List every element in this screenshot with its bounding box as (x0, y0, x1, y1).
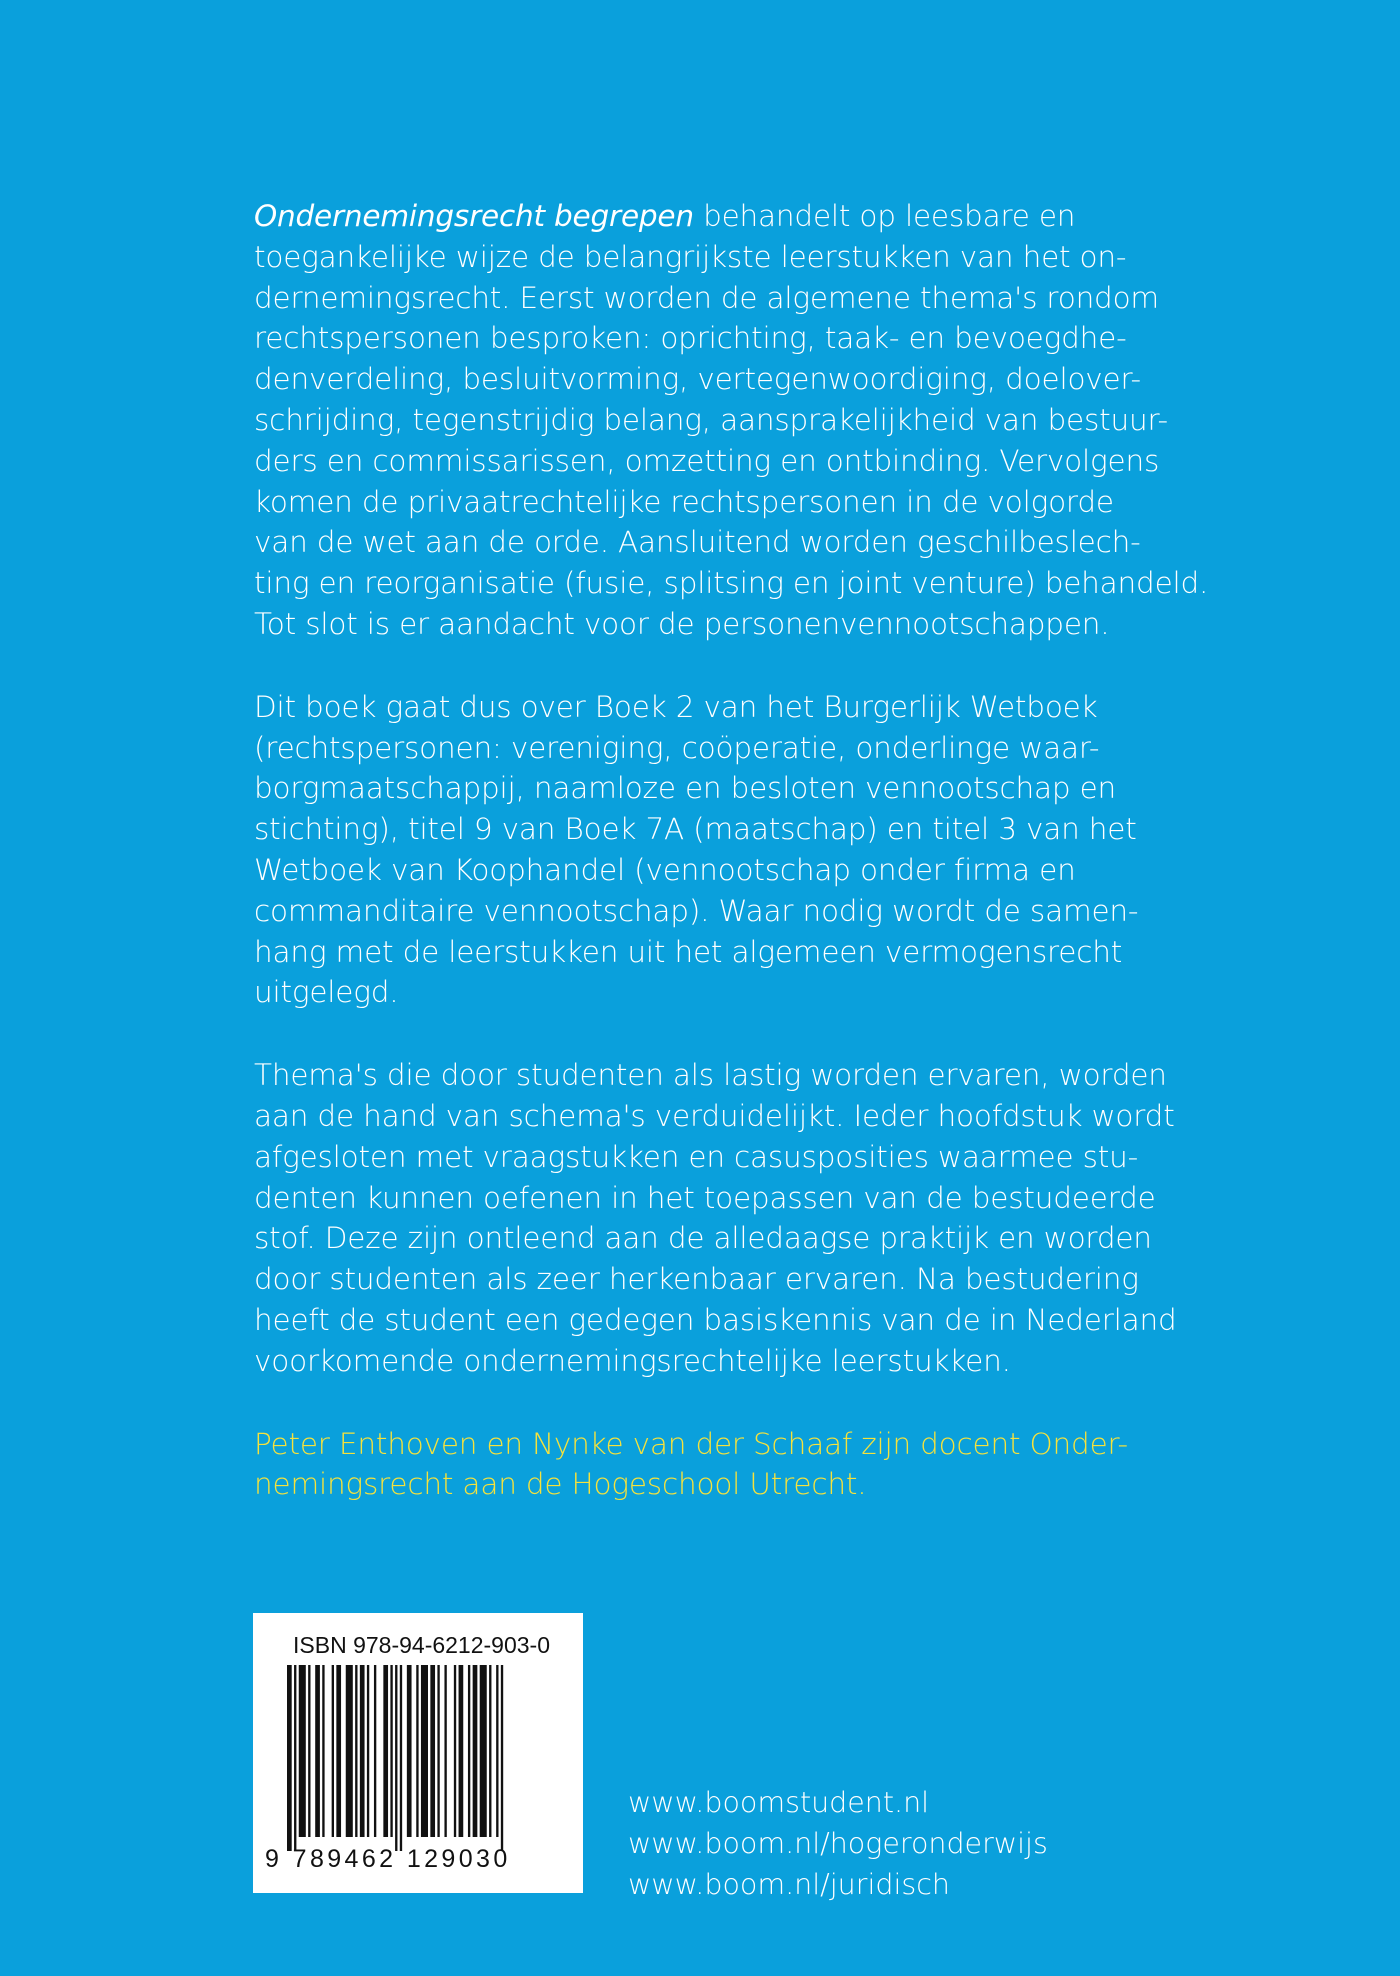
barcode-bar (294, 1665, 296, 1851)
barcode-bar (468, 1665, 470, 1837)
barcode-bar (437, 1665, 439, 1837)
text-line: Thema's die door studenten als lastig worden ervaren, worden (254, 1058, 1167, 1093)
text-line: uitgelegd. (254, 975, 399, 1010)
barcode-bar (459, 1665, 464, 1837)
text-line: komen de privaatrechtelijke rechtspersonen in de volgorde (254, 484, 1114, 519)
barcode-bar (355, 1665, 357, 1837)
text-line: denverdeling, besluitvorming, vertegenwoordiging, doelover- (254, 362, 1141, 397)
barcode-bar (322, 1665, 324, 1837)
barcode-bar (287, 1665, 292, 1851)
barcode-bar (308, 1665, 310, 1837)
text-line: stichting), titel 9 van Boek 7A (maatschap) en titel 3 van het (254, 812, 1137, 847)
text-line: aan de hand van schema's verduidelijkt. Ieder hoofdstuk wordt (254, 1098, 1175, 1133)
barcode-bar (407, 1665, 412, 1837)
text-line: heeft de student een gedegen basiskennis van de in Nederland (254, 1302, 1177, 1337)
text-line: stof. Deze zijn ontleend aan de alledaagse praktijk en worden (254, 1221, 1152, 1256)
barcode-bar (489, 1665, 491, 1837)
text-line: denten kunnen oefenen in het toepassen van de bestudeerde (254, 1180, 1156, 1215)
barcode-bar (315, 1665, 320, 1837)
text-line: hang met de leerstukken uit het algemeen vermogensrecht (254, 934, 1123, 969)
isbn-label: ISBN 978-94-6212-903-0 (293, 1632, 550, 1658)
text-line: van de wet aan de orde. Aansluitend worden geschilbeslech- (254, 525, 1141, 560)
blurb-paragraph-1 (254, 196, 1209, 645)
text-line: ting en reorganisatie (fusie, splitsing en joint venture) behandeld. (254, 566, 1209, 601)
text-line: (rechtspersonen: vereniging, coöperatie, onderlinge waar- (254, 730, 1100, 765)
url-boom-juridisch[interactable]: www.boom.nl/juridisch (628, 1868, 950, 1901)
barcode-bar (383, 1665, 388, 1837)
barcode-bar (367, 1665, 369, 1837)
barcode-digits: 9 789462 129030 (265, 1845, 511, 1873)
barcode-bar (480, 1665, 487, 1837)
text-line: Wetboek van Koophandel (vennootschap onder firma en (254, 852, 1076, 887)
text-line: voorkomende ondernemingsrechtelijke leerstukken. (254, 1343, 1011, 1378)
text-line: Tot slot is er aandacht voor de personenvennootschappen. (254, 606, 1110, 641)
text-line: rechtspersonen besproken: oprichting, taak- en bevoegdhe- (254, 321, 1127, 356)
barcode-bar (421, 1665, 428, 1837)
barcode-bar (496, 1665, 498, 1837)
barcode-bar (390, 1665, 392, 1837)
text-line: nemingsrecht aan de Hogeschool Utrecht. (254, 1467, 867, 1502)
barcode-bar (473, 1665, 478, 1837)
text-line: Dit boek gaat dus over Boek 2 van het Burgerlijk Wetboek (254, 689, 1098, 724)
text-line: afgesloten met vraagstukken en casusposities waarmee stu- (254, 1139, 1139, 1174)
barcode-bar (400, 1665, 402, 1851)
book-title: Ondernemingsrecht begrepen (254, 199, 694, 233)
barcode-bar (374, 1665, 376, 1837)
text-line: Peter Enthoven en Nynke van der Schaaf zijn docent Onder- (254, 1426, 1129, 1461)
barcode-bar (336, 1665, 341, 1837)
publisher-links (628, 1782, 1048, 1905)
barcode-bar (332, 1665, 334, 1837)
text-line: commanditaire vennootschap). Waar nodig wordt de samen- (254, 893, 1139, 928)
text-line: ders en commissarissen, omzetting en ontbinding. Vervolgens (254, 443, 1160, 478)
barcode-bar (501, 1665, 503, 1851)
barcode-bar (444, 1665, 446, 1837)
barcode-bar (395, 1665, 397, 1851)
blurb-paragraph-2 (254, 687, 1154, 1013)
barcode-bar (299, 1665, 306, 1837)
text-line: door studenten als zeer herkenbaar ervaren. Na bestudering (254, 1262, 1139, 1297)
isbn-barcode (253, 1613, 583, 1893)
blurb (254, 196, 1209, 1547)
text-line: schrijding, tegenstrijdig belang, aansprakelijkheid van bestuur- (254, 402, 1168, 437)
barcode-bars (287, 1665, 551, 1851)
text-line: borgmaatschappij, naamloze en besloten vennootschap en (254, 771, 1117, 806)
url-boom-hogeronderwijs[interactable]: www.boom.nl/hogeronderwijs (628, 1827, 1048, 1860)
text-line: Ondernemingsrecht begrepen behandelt op leesbare en (254, 199, 1076, 233)
text-line: toegankelijke wijze de belangrijkste leerstukken van het on- (254, 239, 1127, 274)
barcode-bar (346, 1665, 353, 1837)
barcode-bar (430, 1665, 435, 1837)
barcode-bar (454, 1665, 456, 1837)
url-boomstudent[interactable]: www.boomstudent.nl (628, 1786, 930, 1819)
author-note (254, 1424, 1154, 1506)
barcode-bar (360, 1665, 365, 1837)
blurb-paragraph-3 (254, 1055, 1177, 1381)
barcode-bar (416, 1665, 418, 1837)
text-line: dernemingsrecht. Eerst worden de algemene thema's rondom (254, 280, 1159, 315)
